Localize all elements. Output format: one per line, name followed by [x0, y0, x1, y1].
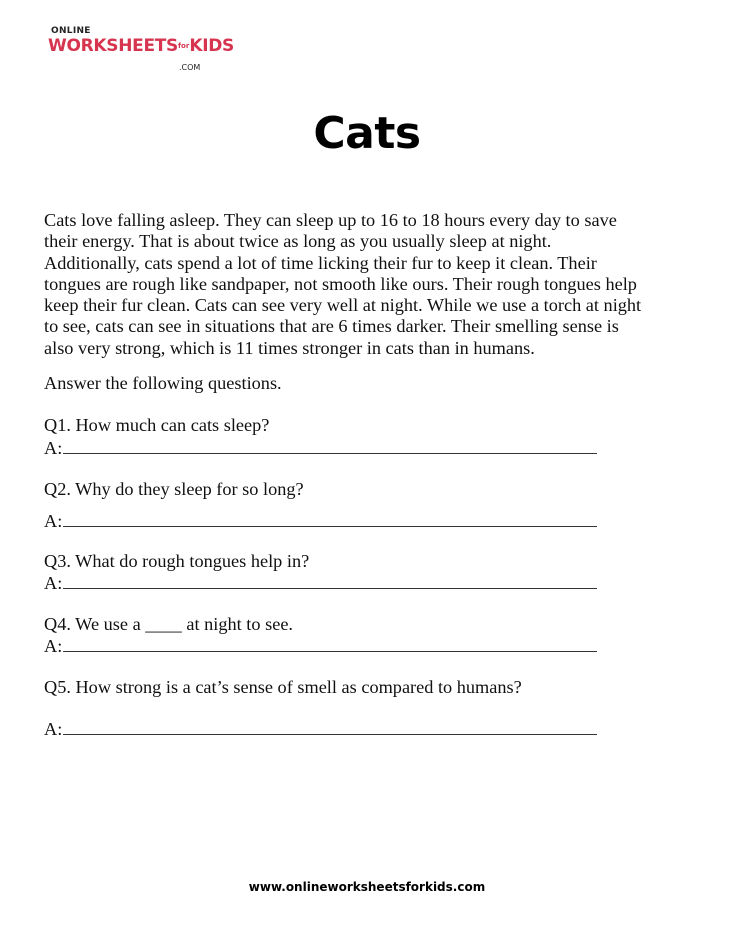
answer-blank-line[interactable] [63, 510, 597, 527]
logo-kids: KIDS [189, 36, 234, 56]
answer-label: A: [44, 511, 63, 531]
logo-for: for [178, 42, 190, 50]
answer-4[interactable] [44, 635, 597, 657]
passage-line: keep their fur clean. Cats can see very well at night. While we use a torch at night [44, 295, 642, 316]
logo-online-text: ONLINE [51, 26, 91, 36]
question-3: Q3. What do rough tongues help in? [44, 551, 310, 571]
question-5: Q5. How strong is a cat’s sense of smell as compared to humans? [44, 677, 522, 697]
answer-label: A: [44, 636, 63, 656]
answer-label: A: [44, 719, 63, 739]
answer-5[interactable] [44, 718, 597, 740]
answer-blank-line[interactable] [63, 572, 597, 589]
passage-line: to see, cats can see in situations that are 6 times darker. Their smelling sense is [44, 316, 619, 337]
answer-blank-line[interactable] [63, 718, 597, 735]
logo-com-text: .COM [179, 63, 201, 72]
passage-line: also very strong, which is 11 times stronger in cats than in humans. [44, 337, 535, 358]
passage-line: their energy. That is about twice as long as you usually sleep at night. [44, 231, 552, 252]
page-title: Cats [313, 108, 421, 159]
answer-1[interactable] [44, 437, 597, 459]
answer-2[interactable] [44, 510, 597, 532]
passage-line: tongues are rough like sandpaper, not smooth like ours. Their rough tongues help [44, 273, 637, 294]
answer-blank-line[interactable] [63, 635, 597, 652]
answer-3[interactable] [44, 572, 597, 594]
question-4: Q4. We use a ____ at night to see. [44, 614, 294, 634]
logo-worksheets: WORKSHEETS [48, 36, 179, 56]
passage-line: Additionally, cats spend a lot of time licking their fur to keep it clean. Their [44, 252, 597, 273]
answer-label: A: [44, 438, 63, 458]
answer-label: A: [44, 573, 63, 593]
passage-line: Cats love falling asleep. They can sleep up to 16 to 18 hours every day to save [44, 210, 617, 230]
reading-passage [44, 210, 704, 359]
answer-blank-line[interactable] [63, 437, 597, 454]
question-1: Q1. How much can cats sleep? [44, 415, 270, 435]
footer-url[interactable]: www.onlineworksheetsforkids.com [248, 880, 486, 894]
instructions: Answer the following questions. [44, 373, 282, 393]
question-2: Q2. Why do they sleep for so long? [44, 479, 304, 499]
logo-main-text [48, 36, 234, 56]
